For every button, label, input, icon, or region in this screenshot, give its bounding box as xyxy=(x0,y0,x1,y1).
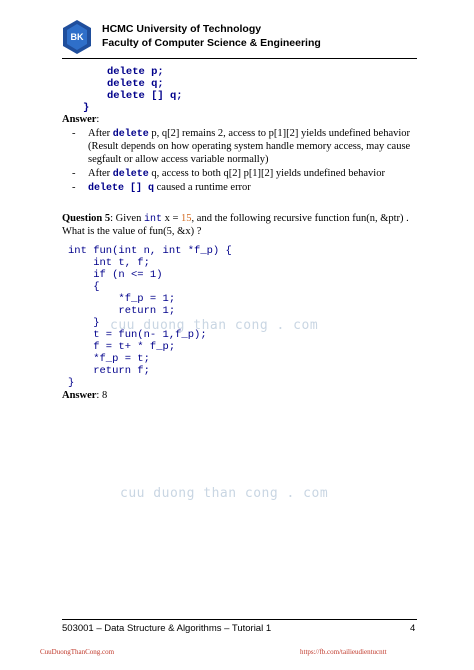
watermark: cuu duong than cong . com xyxy=(110,318,319,333)
code-line: } xyxy=(68,317,100,329)
faculty-name: Faculty of Computer Science & Engineering xyxy=(102,37,321,49)
code-line xyxy=(107,66,164,78)
inline-code: delete [] q xyxy=(88,183,155,194)
code-line: f = t+ * f_p; xyxy=(68,341,176,353)
code-text: delete q; xyxy=(107,78,164,90)
answer-colon: : xyxy=(96,114,100,125)
inline-code: delete xyxy=(112,169,149,180)
page-header xyxy=(62,20,422,60)
bullet-2-text: After delete q, access to both q[2] p[1][2] yields undefined behavior xyxy=(88,168,385,180)
answer-value: : 8 xyxy=(96,390,108,401)
bullet-1: - xyxy=(72,128,76,139)
answer-5 xyxy=(62,389,107,402)
question-5-line-2: What is the value of fun(5, &x) ? xyxy=(62,226,202,237)
inline-code: delete xyxy=(112,129,149,140)
code-line: t = fun(n- 1,f_p); xyxy=(68,329,207,341)
code-line: int fun(int n, int *f_p) { xyxy=(68,245,232,257)
bullet-2: - xyxy=(72,168,76,179)
answer-heading xyxy=(62,113,99,126)
code-line xyxy=(107,78,164,90)
page-number: 4 xyxy=(410,623,416,634)
code-text: delete [] q; xyxy=(107,90,183,102)
code-line: *f_p = 1; xyxy=(68,293,176,305)
source-link-right[interactable]: https://fb.com/tailieudientucntt xyxy=(300,648,387,656)
code-text: delete p; xyxy=(107,66,164,78)
bullet-3: - xyxy=(72,182,76,193)
question-label: Question 5 xyxy=(62,213,111,224)
bullet-1-text: After delete p, q[2] remains 2, access to p[1][2] yields undefined behavior xyxy=(88,128,411,140)
logo-text: BK xyxy=(70,32,84,42)
answer-label: Answer xyxy=(62,114,97,125)
source-link-left[interactable]: CuuDuongThanCong.com xyxy=(40,648,115,656)
watermark: cuu duong than cong . com xyxy=(120,486,329,501)
code-text: } xyxy=(83,102,90,114)
footer-course: 503001 – Data Structure & Algorithms – Tutorial 1 xyxy=(62,623,272,634)
code-line: } xyxy=(68,377,75,389)
code-line: return f; xyxy=(68,365,150,377)
code-line: return 1; xyxy=(68,305,176,317)
code-line: int t, f; xyxy=(68,257,150,269)
answer-label: Answer xyxy=(62,390,97,401)
bullet-1-line-2: (Result depends on how operating system handle memory access, may cause xyxy=(88,141,411,152)
university-logo xyxy=(62,20,92,54)
footer-divider xyxy=(62,619,417,620)
code-line: if (n <= 1) xyxy=(68,269,163,281)
header-divider xyxy=(62,58,417,59)
code-line: { xyxy=(68,281,100,293)
bullet-1-line-3: segfault or allow access variable normally) xyxy=(88,154,269,165)
university-name: HCMC University of Technology xyxy=(102,23,262,35)
code-line xyxy=(107,90,183,102)
bullet-3-text: delete [] q caused a runtime error xyxy=(88,182,251,194)
question-5-line-1: Question 5: Given int x = 15, and the following recursive function fun(n, &ptr) . xyxy=(62,213,409,225)
code-line: *f_p = t; xyxy=(68,353,150,365)
